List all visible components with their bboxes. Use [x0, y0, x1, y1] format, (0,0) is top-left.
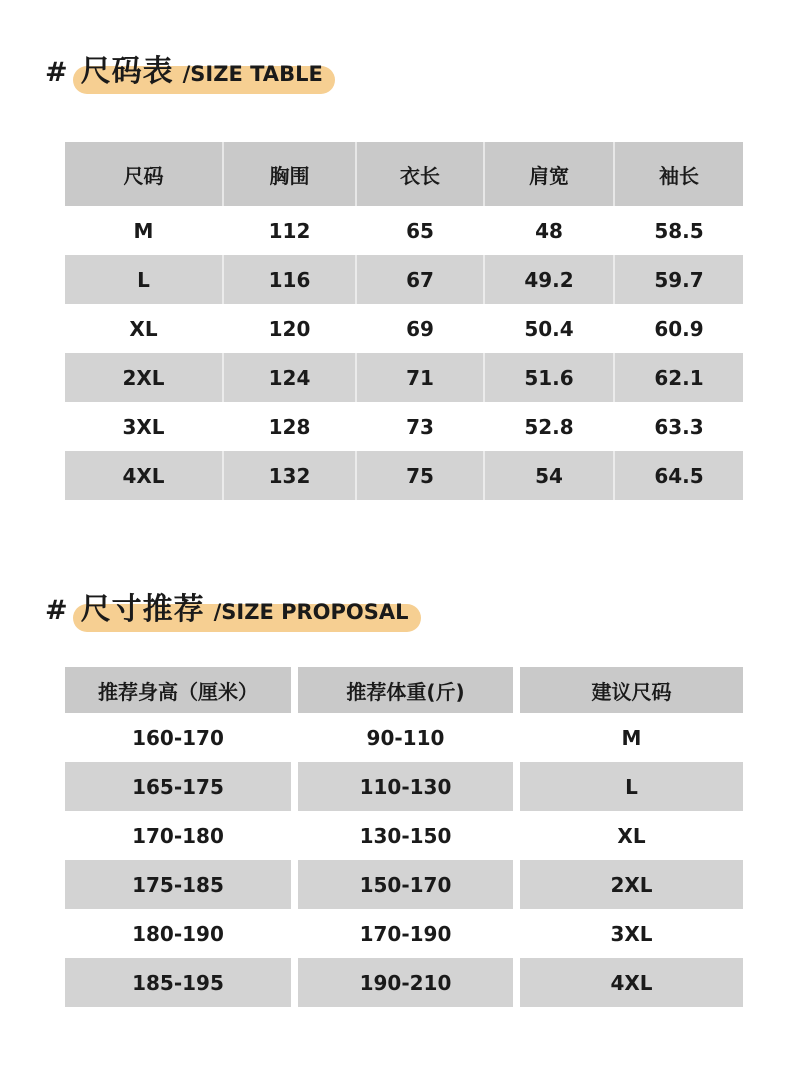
- table-row: [65, 304, 743, 353]
- table-cell: M: [133, 218, 154, 243]
- table-cell: 51.6: [483, 353, 613, 402]
- table-cell: 185-195: [65, 958, 291, 1007]
- table-cell: 65: [355, 206, 483, 255]
- table-cell: 58.5: [613, 206, 743, 255]
- size-proposal-title-zh: 尺寸推荐: [80, 592, 205, 627]
- size-proposal-heading-text: [77, 584, 413, 628]
- size-table-heading-text: [77, 46, 327, 90]
- size-table-title-zh: 尺码表: [80, 54, 174, 89]
- size-proposal-title-en: /SIZE PROPOSAL: [213, 600, 409, 624]
- table-cell: 116: [222, 255, 355, 304]
- table-cell: 67: [355, 255, 483, 304]
- table-cell: 150-170: [298, 860, 513, 909]
- table-cell: 62.1: [613, 353, 743, 402]
- table-cell: 90-110: [366, 725, 445, 750]
- table-cell: 64.5: [613, 451, 743, 500]
- table-cell: 3XL: [610, 921, 653, 946]
- table-cell: 124: [222, 353, 355, 402]
- table-cell: 170-180: [132, 823, 224, 848]
- table-cell: 69: [355, 304, 483, 353]
- table-cell: 49.2: [483, 255, 613, 304]
- table-cell: 128: [222, 402, 355, 451]
- proposal-header-row: [65, 667, 743, 713]
- table-cell: 110-130: [298, 762, 513, 811]
- size-table-heading: [45, 46, 327, 90]
- table-row: [65, 206, 743, 255]
- table-cell: 170-190: [359, 921, 452, 946]
- table-cell: 73: [355, 402, 483, 451]
- heading-hash: #: [45, 57, 68, 88]
- table-row: [65, 909, 743, 958]
- table-cell: 60.9: [613, 304, 743, 353]
- size-proposal-heading: [45, 584, 413, 628]
- table-cell: 50.4: [483, 304, 613, 353]
- table-cell: 59.7: [613, 255, 743, 304]
- table-cell: 63.3: [613, 402, 743, 451]
- table-cell: 175-185: [65, 860, 291, 909]
- table-cell: 132: [222, 451, 355, 500]
- table-cell: 2XL: [122, 365, 165, 390]
- size-proposal-table: [65, 667, 743, 1007]
- table-cell: 3XL: [122, 414, 165, 439]
- table-cell: 75: [355, 451, 483, 500]
- table-cell: 165-175: [65, 762, 291, 811]
- table-cell: XL: [129, 316, 158, 341]
- table-row: [65, 762, 743, 811]
- table-cell: 4XL: [520, 958, 743, 1007]
- table-cell: 54: [483, 451, 613, 500]
- header-cell: 建议尺码: [520, 667, 743, 713]
- header-cell: 尺码: [123, 163, 164, 188]
- table-row: [65, 451, 743, 500]
- table-cell: 2XL: [520, 860, 743, 909]
- table-cell: 48: [483, 206, 613, 255]
- header-cell: 肩宽: [483, 142, 613, 206]
- header-cell: 胸围: [222, 142, 355, 206]
- size-table-header-row: [65, 142, 743, 206]
- table-row: [65, 958, 743, 1007]
- size-table: [65, 142, 743, 500]
- table-cell: 120: [222, 304, 355, 353]
- table-row: [65, 713, 743, 762]
- table-cell: 4XL: [122, 463, 165, 488]
- table-cell: XL: [617, 823, 646, 848]
- table-cell: L: [520, 762, 743, 811]
- header-cell: 推荐体重(斤): [298, 667, 513, 713]
- table-cell: 180-190: [132, 921, 224, 946]
- table-cell: 160-170: [132, 725, 224, 750]
- table-row: [65, 860, 743, 909]
- table-row: [65, 811, 743, 860]
- table-cell: M: [621, 725, 642, 750]
- table-cell: 130-150: [359, 823, 452, 848]
- table-cell: 190-210: [298, 958, 513, 1007]
- table-row: [65, 353, 743, 402]
- size-table-title-en: /SIZE TABLE: [182, 62, 323, 86]
- header-cell: 推荐身高（厘米）: [65, 667, 291, 713]
- table-cell: 71: [355, 353, 483, 402]
- heading-hash: #: [45, 595, 68, 626]
- table-row: [65, 255, 743, 304]
- table-cell: 52.8: [483, 402, 613, 451]
- table-cell: 112: [222, 206, 355, 255]
- table-row: [65, 402, 743, 451]
- header-cell: 衣长: [355, 142, 483, 206]
- table-cell: L: [137, 267, 150, 292]
- header-cell: 袖长: [613, 142, 743, 206]
